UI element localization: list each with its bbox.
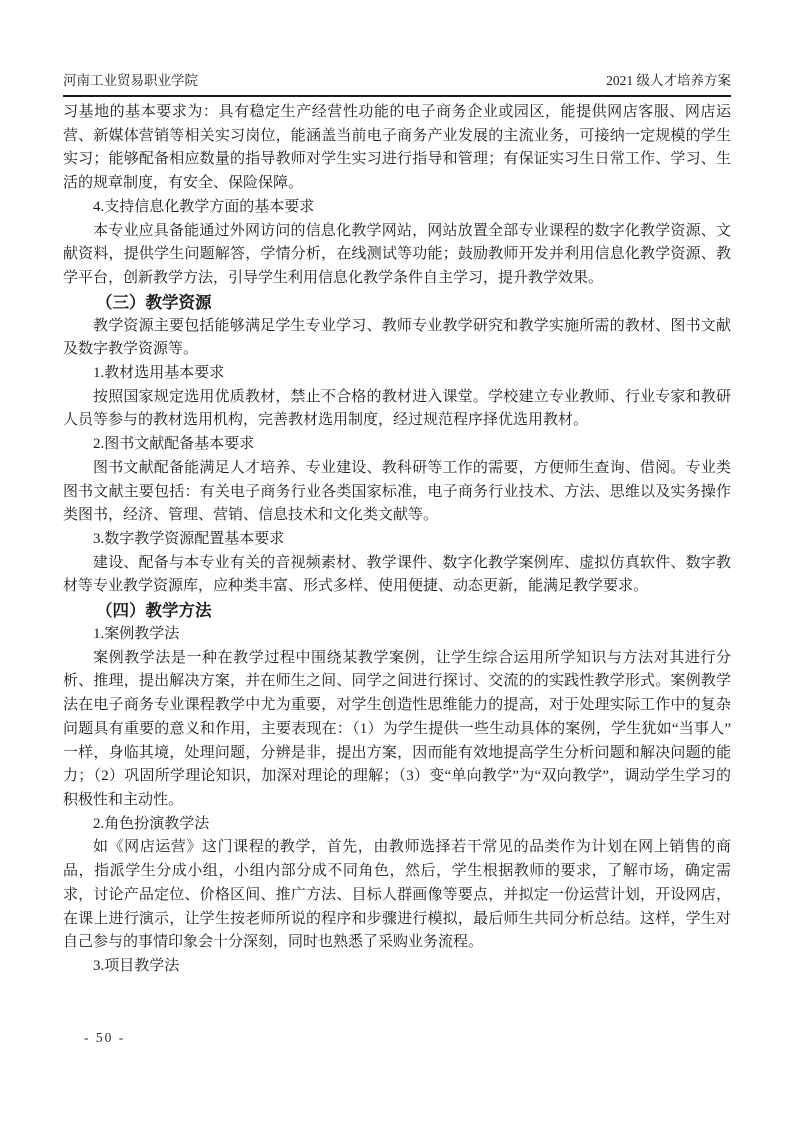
numbered-item-heading: 1.教材选用基本要求 <box>93 365 225 382</box>
document-body <box>63 101 731 979</box>
numbered-item-heading: 3.项目教学法 <box>93 957 180 974</box>
header-doc-title: 2021 级人才培养方案 <box>606 73 731 88</box>
body-paragraph: 教学资源主要包括能够满足学生专业学习、教师专业教学研究和教学实施所需的教材、图书文献及数字教学资源等。 <box>63 317 731 358</box>
body-paragraph: 图书文献配备能满足人才培养、专业建设、教科研等工作的需要，方便师生查询、借阅。专业类图书文献主要包括：有关电子商务行业各类国家标准，电子商务行业技术、方法、思维以及实务操作类图书，经济、管理、营销、信息技术和文化类文献等。 <box>63 459 731 524</box>
body-paragraph: 如《网店运营》这门课程的教学，首先，由教师选择若干常见的品类作为计划在网上销售的商品，指派学生分成小组，小组内部分成不同角色，然后，学生根据教师的要求，了解市场，确定需求，讨论产品定位、价格区间、推广方法、目标人群画像等要点，并拟定一份运营计划，开设网店，在课上进行演示，让学生按老师所说的程序和步骤进行模拟，最后师生共同分析总结。这样，学生对自己参与的事情印象会十分深刻，同时也熟悉了采购业务流程。 <box>63 839 731 951</box>
page-number: - 50 - <box>84 1030 126 1045</box>
numbered-item-heading: 2.图书文献配备基本要求 <box>93 436 255 453</box>
page-header <box>63 72 731 94</box>
body-paragraph: 本专业应具备能通过外网访问的信息化教学网站，网站放置全部专业课程的数字化教学资源、文献资料，提供学生问题解答，学情分析，在线测试等功能；鼓励教师开发并利用信息化教学资源、教学平台，创新教学方法，引导学生利用信息化教学条件自主学习，提升教学效果。 <box>63 222 731 286</box>
header-school-name: 河南工业贸易职业学院 <box>63 73 198 88</box>
numbered-item-heading: 3.数字教学资源配置基本要求 <box>93 530 285 547</box>
header-rule <box>63 95 731 97</box>
paragraph-continued: 习基地的基本要求为：具有稳定生产经营性功能的电子商务企业或园区，能提供网店客服、网店运营、新媒体营销等相关实习岗位，能涵盖当前电子商务产业发展的主流业务，可接纳一定规模的学生实习；能够配备相应数量的指导教师对学生实习进行指导和管理；有保证实习生日常工作、学习、生活的规章制度，有安全、保险保障。 <box>63 104 731 192</box>
section-heading-teaching-methods: （四）教学方法 <box>96 601 212 621</box>
numbered-item-heading: 4.支持信息化教学方面的基本要求 <box>93 198 315 215</box>
section-heading-teaching-resources: （三）教学资源 <box>96 292 212 312</box>
body-paragraph: 案例教学法是一种在教学过程中围绕某教学案例，让学生综合运用所学知识与方法对其进行分析、推理，提出解决方案，并在师生之间、同学之间进行探讨、交流的的实践性教学形式。案例教学法在电子商务专业课程教学中尤为重要，对学生创造性思维能力的提高，对于处理实际工作中的复杂问题具有重要的意义和作用，主要表现在：（1）为学生提供一些生动具体的案例，学生犹如“当事人”一样，身临其境，处理问题，分辨是非，提出方案，因而能有效地提高学生分析问题和解决问题的能力；（2）巩固所学理论知识，加深对理论的理解；（3）变“单向教学”为“双向教学”，调动学生学习的积极性和主动性。 <box>63 649 731 808</box>
numbered-item-heading: 1.案例教学法 <box>93 626 180 643</box>
numbered-item-heading: 2.角色扮演教学法 <box>93 815 210 832</box>
body-paragraph: 按照国家规定选用优质教材，禁止不合格的教材进入课堂。学校建立专业教师、行业专家和教研人员等参与的教材选用机构，完善教材选用制度，经过规范程序择优选用教材。 <box>63 388 731 429</box>
body-paragraph: 建设、配备与本专业有关的音视频素材、教学课件、数字化教学案例库、虚拟仿真软件、数字教材等专业教学资源库，应种类丰富、形式多样、使用便捷、动态更新，能满足教学要求。 <box>63 554 731 595</box>
